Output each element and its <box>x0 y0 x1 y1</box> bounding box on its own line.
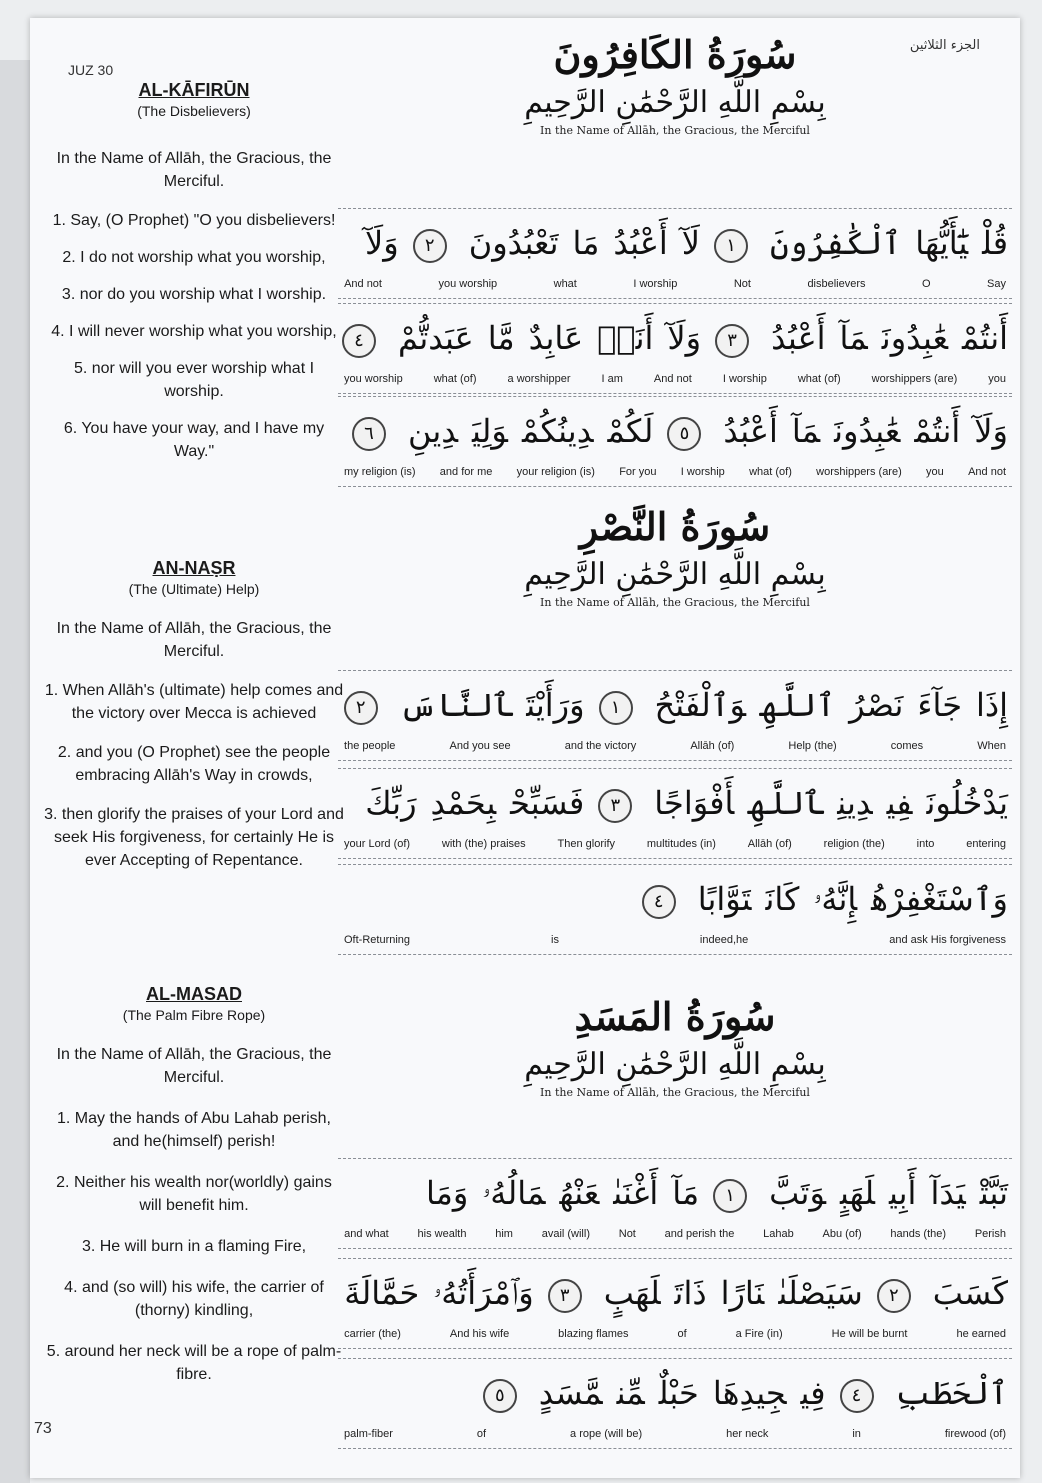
verse-number-marker: ٣ <box>548 1279 582 1313</box>
word-gloss: his wealth <box>417 1228 467 1240</box>
verse-number-marker: ١ <box>713 1179 747 1213</box>
word-gloss-row <box>340 373 1010 385</box>
word-gloss: religion (the) <box>823 838 885 850</box>
dashed-separator <box>338 1448 1012 1449</box>
bismillah-translation: In the Name of Allāh, the Gracious, the Merciful <box>540 596 810 609</box>
arabic-word: مَآ <box>672 1174 700 1212</box>
arabic-word: كَانَ <box>765 880 800 918</box>
arabic-word: إِنَّهُۥ <box>813 880 858 918</box>
word-gloss: And not <box>344 278 382 290</box>
verse-translation: 4. I will never worship what you worship, <box>51 323 337 340</box>
arabic-word: وَٱسْتَغْفِرْهُ <box>871 880 1008 918</box>
arabic-word: ٱلْكَٰفِرُونَ <box>770 224 902 262</box>
arabic-word: نَارًا <box>720 1274 765 1312</box>
arabic-word: ٱلْحَطَبِ <box>895 1374 1008 1412</box>
verse-line <box>330 303 1020 398</box>
word-gloss: you worship <box>438 278 498 290</box>
word-gloss: entering <box>966 838 1006 850</box>
word-gloss: a Fire (in) <box>735 1328 783 1340</box>
word-gloss: what (of) <box>749 466 792 478</box>
word-gloss: And his wife <box>449 1328 510 1340</box>
arabic-word: وَٱلْفَتْحُ <box>654 686 747 724</box>
arabic-word: وَلَآ <box>974 412 1008 450</box>
verse-translation: 2. and you (O Prophet) see the people embracing Allāh's Way in crowds, <box>57 744 331 784</box>
page-number: 73 <box>34 1420 52 1437</box>
arabic-verse-text <box>628 880 1008 919</box>
word-gloss: a rope (will be) <box>570 1428 643 1440</box>
verse-number-marker: ٥ <box>483 1379 517 1413</box>
arabic-word: تَعْبُدُونَ <box>468 224 559 262</box>
verse-number-marker: ٤ <box>642 885 676 919</box>
verse-number-marker: ٦ <box>352 417 386 451</box>
verse-translation: 2. Neither his wealth nor(worldly) gains will benefit him. <box>56 1174 332 1214</box>
dashed-separator <box>338 858 1012 859</box>
arabic-word: ذَاتَ <box>674 1274 707 1312</box>
arabic-word: مَآ <box>791 412 821 450</box>
word-gloss: Not <box>733 278 751 290</box>
arabic-verse-text <box>351 784 1008 823</box>
dashed-separator <box>338 393 1012 394</box>
arabic-word: أَعْبُدُ <box>723 412 778 450</box>
basmala-translation: In the Name of Allāh, the Gracious, the Merciful. <box>56 620 332 660</box>
surah-subtitle: (The Disbelievers) <box>137 103 251 119</box>
verse-translation: 4. and (so will) his wife, the carrier of (thorny) kindling, <box>64 1279 324 1319</box>
word-gloss: Say <box>987 278 1006 290</box>
word-gloss: And not <box>653 373 692 385</box>
dashed-separator <box>338 298 1012 299</box>
word-gloss: firewood (of) <box>944 1428 1006 1440</box>
verse-line <box>330 670 1020 765</box>
word-gloss: And you see <box>449 740 511 752</box>
word-gloss: and perish the <box>664 1228 735 1240</box>
verse-number-marker: ٥ <box>667 417 701 451</box>
verse-line <box>330 1358 1020 1453</box>
word-gloss: into <box>916 838 935 850</box>
arabic-word: عَٰبِدُونَ <box>881 319 949 357</box>
arabic-column <box>330 18 1020 1478</box>
arabic-word: تَوَّابًا <box>697 880 752 918</box>
dashed-separator <box>338 1258 1012 1259</box>
verse-number-marker: ٤ <box>840 1379 874 1413</box>
verse-translation: 1. Say, (O Prophet) "O you disbelievers! <box>52 212 336 229</box>
word-gloss: multitudes (in) <box>646 838 716 850</box>
word-gloss: the people <box>344 740 396 752</box>
arabic-word: جِيدِهَا <box>712 1374 787 1412</box>
word-gloss: worshippers (are) <box>871 373 958 385</box>
arabic-word: أَغْنَىٰ <box>613 1174 659 1212</box>
bismillah-arabic: بِسْمِ اللَّهِ الرَّحْمَٰنِ الرَّحِيمِ <box>524 85 826 120</box>
word-gloss: I worship <box>633 278 678 290</box>
word-gloss: carrier (the) <box>344 1328 401 1340</box>
word-gloss: in <box>852 1428 861 1440</box>
word-gloss: And not <box>968 466 1006 478</box>
arabic-word: كَسَبَ <box>932 1274 1008 1312</box>
verse-translation: 1. May the hands of Abu Lahab perish, and he(himself) perish! <box>57 1110 331 1150</box>
arabic-word: حَبْلٌ <box>658 1374 699 1412</box>
word-gloss: indeed,he <box>699 934 749 946</box>
word-gloss: I worship <box>722 373 767 385</box>
word-gloss-row <box>340 934 1010 946</box>
page-edge <box>0 60 30 1483</box>
arabic-word: أَفْوَاجًا <box>654 784 735 822</box>
word-gloss-row <box>340 466 1010 478</box>
arabic-word: أَنتُمْ <box>914 412 961 450</box>
word-gloss: For you <box>619 466 657 478</box>
arabic-word: وَمَا <box>425 1174 469 1212</box>
arabic-word: لَهَبٍ <box>603 1274 661 1312</box>
verse-translation: 5. nor will you ever worship what I worship. <box>73 360 315 400</box>
dashed-separator <box>338 768 1012 769</box>
word-gloss: Abu (of) <box>822 1228 862 1240</box>
word-gloss: comes <box>890 740 924 752</box>
word-gloss: O <box>922 278 931 290</box>
word-gloss: he earned <box>956 1328 1006 1340</box>
arabic-word: فَسَبِّحْ <box>510 784 585 822</box>
dashed-separator <box>338 1248 1012 1249</box>
surah-header-masad <box>330 994 1020 1099</box>
arabic-word: لَكُمْ <box>607 412 654 450</box>
dashed-separator <box>338 303 1012 304</box>
word-gloss-row <box>340 278 1010 290</box>
verse-number-marker: ١ <box>714 229 748 263</box>
word-gloss: what (of) <box>433 373 477 385</box>
arabic-word: مِّن <box>616 1374 645 1412</box>
word-gloss: Oft-Returning <box>344 934 411 946</box>
arabic-word: وَرَأَيْتَ <box>526 686 585 724</box>
word-gloss: and for me <box>439 466 493 478</box>
arabic-word: أَعْبُدُ <box>771 319 826 357</box>
arabic-word: أَنَا۠ <box>597 319 654 357</box>
verse-number-marker: ١ <box>599 691 633 725</box>
dashed-separator <box>338 396 1012 397</box>
verse-translation: 1. When Allāh's (ultimate) help comes and the victory over Mecca is achieved <box>44 682 344 722</box>
dashed-separator <box>338 954 1012 955</box>
verse-line <box>330 1258 1020 1353</box>
word-gloss-row <box>340 1228 1010 1240</box>
arabic-word: عَابِدٌ <box>528 319 584 357</box>
bismillah-translation: In the Name of Allāh, the Gracious, the Merciful <box>540 1086 810 1099</box>
book-page <box>30 18 1020 1478</box>
word-gloss: of <box>677 1328 687 1340</box>
word-gloss: hands (the) <box>890 1228 947 1240</box>
word-gloss: him <box>495 1228 513 1240</box>
arabic-verse-text <box>351 224 1008 263</box>
verse-number-marker: ٢ <box>344 691 378 725</box>
word-gloss-row <box>340 740 1010 752</box>
word-gloss: my religion (is) <box>344 466 416 478</box>
verse-number-marker: ٢ <box>877 1279 911 1313</box>
word-gloss: I worship <box>680 466 725 478</box>
verse-translation: 3. nor do you worship what I worship. <box>61 286 327 303</box>
word-gloss-row <box>340 1428 1010 1440</box>
word-gloss: I am <box>601 373 623 385</box>
arabic-word: نَصْرُ <box>849 686 904 724</box>
bismillah-arabic: بِسْمِ اللَّهِ الرَّحْمَٰنِ الرَّحِيمِ <box>524 1047 826 1082</box>
basmala-translation: In the Name of Allāh, the Gracious, the Merciful. <box>56 1046 332 1086</box>
arabic-word: دِينِ <box>407 412 459 450</box>
arabic-word: فِي <box>886 784 913 822</box>
arabic-word: ٱللَّهِ <box>748 784 824 822</box>
arabic-word: سَيَصْلَىٰ <box>778 1274 863 1312</box>
verse-number-marker: ٣ <box>598 789 632 823</box>
word-gloss: Lahab <box>763 1228 794 1240</box>
arabic-verse-text <box>469 1374 1008 1413</box>
surah-title: AL-KĀFIRŪN <box>138 80 250 100</box>
arabic-word: ٱللَّهِ <box>760 686 836 724</box>
arabic-word: مَا <box>572 224 600 262</box>
surah-translation-kafirun <box>44 80 344 463</box>
word-gloss: you <box>926 466 944 478</box>
surah-header-nasr <box>330 504 1020 609</box>
verse-number-marker: ٣ <box>715 324 749 358</box>
arabic-word: إِذَا <box>975 686 1008 724</box>
arabic-word: دِينِ <box>837 784 873 822</box>
word-gloss: and ask His forgiveness <box>889 934 1006 946</box>
arabic-word: قُلْ <box>982 224 1008 262</box>
verse-translation: 2. I do not worship what you worship, <box>62 249 326 266</box>
dashed-separator <box>338 486 1012 487</box>
arabic-verse-text <box>328 319 1008 358</box>
arabic-word: عَبَدتُّمْ <box>398 319 474 357</box>
dashed-separator <box>338 670 1012 671</box>
verse-line <box>330 208 1020 303</box>
surah-arabic-name: سُورَةُ المَسَدِ <box>574 994 776 1039</box>
arabic-word: بِحَمْدِ <box>430 784 497 822</box>
arabic-word: لَآ <box>681 224 701 262</box>
surah-translation-masad <box>44 984 344 1386</box>
word-gloss: He will be burnt <box>831 1328 908 1340</box>
word-gloss: your Lord (of) <box>344 838 411 850</box>
word-gloss: you <box>988 373 1006 385</box>
word-gloss: is <box>551 934 559 946</box>
arabic-word: رَبِّكَ <box>365 784 417 822</box>
word-gloss-row <box>340 1328 1010 1340</box>
dashed-separator <box>338 1348 1012 1349</box>
surah-subtitle: (The (Ultimate) Help) <box>128 581 260 597</box>
word-gloss: palm-fiber <box>344 1428 393 1440</box>
arabic-word: ٱلنَّاسَ <box>399 686 513 724</box>
surah-arabic-name: سُورَةُ النَّصْرِ <box>579 504 771 549</box>
arabic-word: عَٰبِدُونَ <box>834 412 901 450</box>
arabic-word: مَّا <box>487 319 515 357</box>
arabic-word: أَنتُمْ <box>962 319 1008 357</box>
surah-translation-nasr <box>44 558 344 872</box>
word-gloss: Then glorify <box>557 838 616 850</box>
arabic-verse-text <box>330 686 1008 725</box>
juz-label: JUZ 30 <box>68 62 114 78</box>
arabic-word: وَٱمْرَأَتُهُۥ <box>433 1274 534 1312</box>
word-gloss: a worshipper <box>507 373 571 385</box>
verse-number-marker: ٢ <box>413 229 447 263</box>
dashed-separator <box>338 208 1012 209</box>
word-gloss: avail (will) <box>541 1228 590 1240</box>
word-gloss: your religion (is) <box>516 466 595 478</box>
translation-column <box>30 18 360 1478</box>
word-gloss: disbelievers <box>807 278 866 290</box>
arabic-word: حَمَّالَةَ <box>344 1274 420 1312</box>
dashed-separator <box>338 760 1012 761</box>
word-gloss: and what <box>344 1228 389 1240</box>
arabic-verse-text <box>412 1174 1008 1213</box>
arabic-word: يَدْخُلُونَ <box>926 784 1008 822</box>
word-gloss: what <box>553 278 577 290</box>
word-gloss: what (of) <box>797 373 841 385</box>
verse-translation: 3. He will burn in a flaming Fire, <box>81 1238 307 1255</box>
bismillah-translation: In the Name of Allāh, the Gracious, the Merciful <box>540 124 810 137</box>
surah-header-kafirun <box>330 32 1020 137</box>
surah-title: AN-NAṢR <box>152 558 236 578</box>
arabic-word: وَتَبَّ <box>769 1174 826 1212</box>
juz-arabic-label: الجزء الثلاثين <box>909 38 980 53</box>
arabic-word: أَعْبُدُ <box>613 224 668 262</box>
arabic-verse-text <box>330 1274 1008 1313</box>
verse-translation: 6. You have your way, and I have my Way." <box>63 420 325 460</box>
word-gloss: Help (the) <box>788 740 837 752</box>
bismillah-arabic: بِسْمِ اللَّهِ الرَّحْمَٰنِ الرَّحِيمِ <box>524 557 826 592</box>
word-gloss: of <box>476 1428 487 1440</box>
arabic-word: تَبَّتْ <box>979 1174 1008 1212</box>
word-gloss: and the victory <box>564 740 637 752</box>
word-gloss: Not <box>618 1228 636 1240</box>
verse-number-marker: ٤ <box>342 324 376 358</box>
verse-line <box>330 768 1020 863</box>
dashed-separator <box>338 1158 1012 1159</box>
arabic-verse-text <box>338 412 1008 451</box>
word-gloss: you worship <box>344 373 403 385</box>
arabic-word: دِينُكُمْ <box>521 412 594 450</box>
arabic-word: يَٰٓأَيُّهَا <box>915 224 969 262</box>
arabic-word: مَآ <box>839 319 868 357</box>
arabic-word: يَدَآ <box>930 1174 966 1212</box>
arabic-word: فِي <box>800 1374 826 1412</box>
arabic-word: وَلَآ <box>667 319 702 357</box>
dashed-separator <box>338 864 1012 865</box>
word-gloss: Allāh (of) <box>747 838 792 850</box>
word-gloss: Allāh (of) <box>690 740 735 752</box>
word-gloss: When <box>977 740 1006 752</box>
verse-translation: 5. around her neck will be a rope of palm-fibre. <box>46 1343 342 1383</box>
dashed-separator <box>338 1358 1012 1359</box>
verse-line <box>330 864 1020 959</box>
word-gloss: blazing flames <box>558 1328 629 1340</box>
arabic-word: مَالُهُۥ <box>482 1174 546 1212</box>
word-gloss-row <box>340 838 1010 850</box>
arabic-word: وَلِيَ <box>472 412 508 450</box>
arabic-word: وَلَآ <box>365 224 399 262</box>
surah-title: AL-MASAD <box>146 984 242 1004</box>
verse-translation: 3. then glorify the praises of your Lord and seek His forgiveness, for certainly He is ever Accepting of Repentance. <box>44 806 344 869</box>
arabic-word: أَبِي <box>888 1174 917 1212</box>
surah-subtitle: (The Palm Fibre Rope) <box>122 1007 266 1023</box>
arabic-word: مَّسَدٍ <box>538 1374 603 1412</box>
word-gloss: Perish <box>974 1228 1006 1240</box>
verse-line <box>330 396 1020 491</box>
word-gloss: her neck <box>726 1428 769 1440</box>
arabic-word: لَهَبٍ <box>839 1174 875 1212</box>
verse-line <box>330 1158 1020 1253</box>
word-gloss: worshippers (are) <box>816 466 902 478</box>
surah-arabic-name: سُورَةُ الكَافِرُونَ <box>553 32 797 77</box>
arabic-word: عَنْهُ <box>559 1174 600 1212</box>
arabic-word: جَآءَ <box>917 686 962 724</box>
word-gloss: with (the) praises <box>441 838 526 850</box>
basmala-translation: In the Name of Allāh, the Gracious, the Merciful. <box>56 150 332 190</box>
